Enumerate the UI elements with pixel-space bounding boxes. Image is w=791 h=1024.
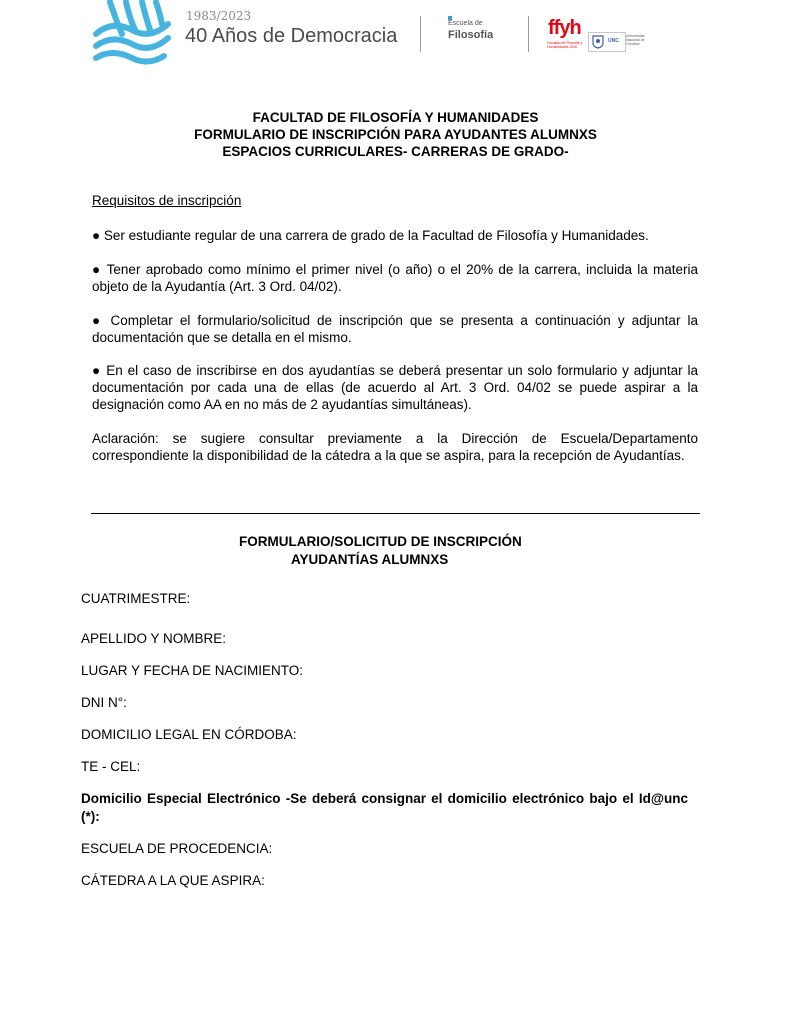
escuela-name-label: Filosofía: [448, 29, 494, 41]
requirement-item-1: ● Ser estudiante regular de una carrera de grado de la Facultad de Filosofía y Humanidades.: [92, 228, 649, 243]
field-domicilio-electronico: Domicilio Especial Electrónico -Se deberá consignar el domicilio electrónico bajo el Id@unc (*):: [81, 791, 688, 824]
field-catedra: CÁTEDRA A LA QUE ASPIRA:: [81, 873, 265, 888]
field-escuela-procedencia: ESCUELA DE PROCEDENCIA:: [81, 841, 273, 856]
unc-subtitle: Universidad Nacional de Córdoba: [626, 34, 645, 46]
clarification-note: Aclaración: se sugiere consultar previamente a la Dirección de Escuela/Departamento correspondiente la disponibilidad de la cátedra a la que se aspira, para la recepción de Ayudantías.: [92, 431, 698, 463]
field-apellido-nombre: APELLIDO Y NOMBRE:: [81, 631, 227, 646]
unc-label: UNC: [608, 38, 619, 44]
form-title-1: FORMULARIO/SOLICITUD DE INSCRIPCIÓN: [239, 534, 522, 549]
40-anos-logo-icon: [92, 0, 172, 70]
slogan-text: 40 Años de Democracia: [185, 25, 398, 47]
field-dni: DNI N°:: [81, 695, 127, 710]
unc-shield-icon: [592, 35, 604, 49]
header-divider: [528, 16, 529, 52]
ffyh-subtitle: Facultad de Filosofía y Humanidades UNC: [547, 41, 583, 49]
requirement-item-4: ● En el caso de inscribirse en dos ayudantías se deberá presentar un solo formulario y adjuntar la documentación por cada una de ellas (de acuerdo al Art. 3 Ord. 04/02 se puede aspirar a la designación como AA en no más de 2 ayudantías simultáneas).: [92, 363, 698, 412]
title-line-1: FACULTAD DE FILOSOFÍA Y HUMANIDADES: [252, 110, 539, 125]
field-domicilio-legal: DOMICILIO LEGAL EN CÓRDOBA:: [81, 727, 297, 742]
section-divider: [91, 513, 700, 514]
field-lugar-fecha: LUGAR Y FECHA DE NACIMIENTO:: [81, 663, 304, 678]
requirement-item-2: ● Tener aprobado como mínimo el primer nivel (o año) o el 20% de la carrera, incluida la materia objeto de la Ayudantía (Art. 3 Ord. 04/02).: [92, 262, 698, 294]
title-line-2: FORMULARIO DE INSCRIPCIÓN PARA AYUDANTES ALUMNXS: [194, 127, 597, 142]
form-title-2: AYUDANTÍAS ALUMNXS: [291, 552, 449, 567]
years-text: 1983/2023: [186, 9, 252, 23]
requirements-heading: Requisitos de inscripción: [92, 193, 242, 208]
title-line-3: ESPACIOS CURRICULARES- CARRERAS DE GRADO-: [222, 144, 569, 159]
ffyh-logo: ffyh: [548, 17, 581, 39]
unc-logo-box: [588, 32, 626, 52]
escuela-small-label: Escuela de: [448, 20, 483, 27]
header-divider: [420, 16, 421, 52]
requirement-item-3: ● Completar el formulario/solicitud de inscripción que se presenta a continuación y adjuntar la documentación que se detalla en el mismo.: [92, 313, 698, 345]
field-cuatrimestre: CUATRIMESTRE:: [81, 591, 191, 606]
field-telefono: TE - CEL:: [81, 759, 141, 774]
